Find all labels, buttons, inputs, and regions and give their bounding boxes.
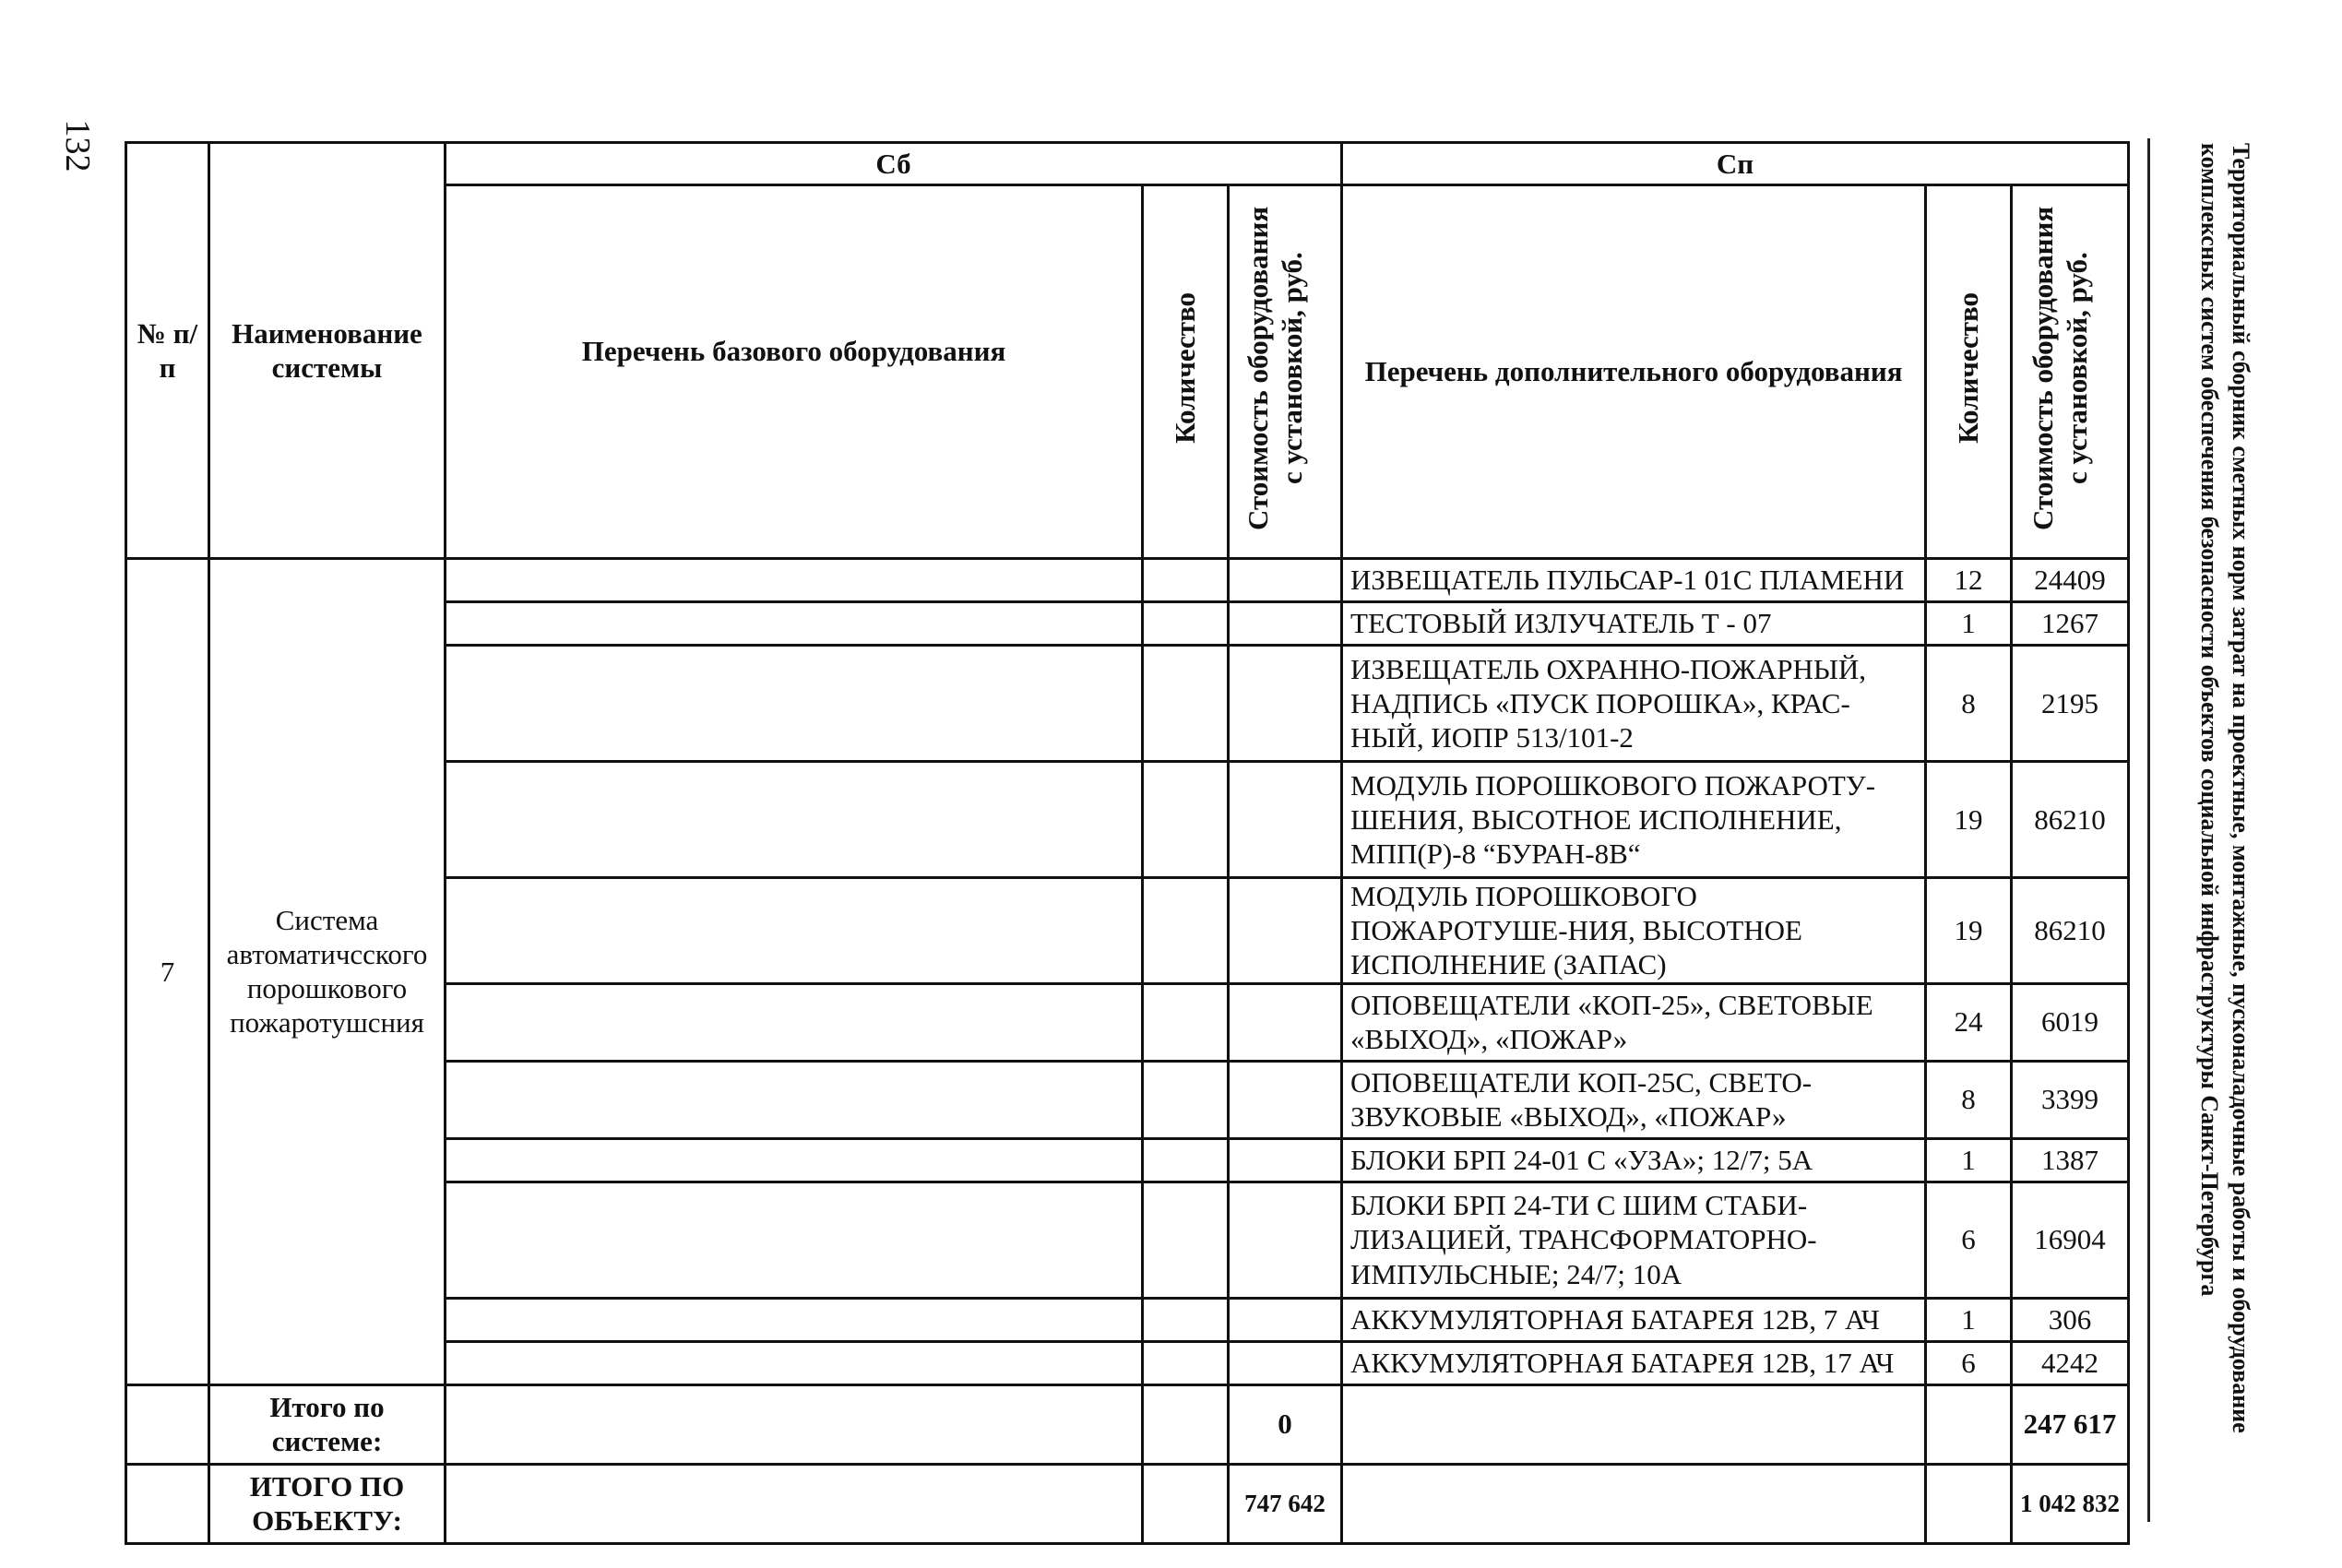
extra-equipment-name: АККУМУЛЯТОРНАЯ БАТАРЕЯ 12В, 7 АЧ [1342,1298,1926,1341]
extra-qty: 1 [1926,1298,2012,1341]
qty-sb-cell [1143,1061,1229,1138]
qty-sb-cell [1143,762,1229,878]
cost-sb-cell [1229,559,1342,602]
base-list-cell [446,1061,1143,1138]
base-list-cell [446,878,1143,984]
extra-qty: 8 [1926,1061,2012,1138]
extra-equipment-name: АККУМУЛЯТОРНАЯ БАТАРЕЯ 12В, 17 АЧ [1342,1341,1926,1384]
header-qty-sb: Количество [1169,291,1202,444]
header-group-sb: Сб [446,143,1342,185]
extra-qty: 19 [1926,878,2012,984]
base-list-cell [446,646,1143,762]
header-num: № п/п [126,143,209,559]
header-system-name: Наименование системы [209,143,446,559]
header-qty-sp: Количество [1952,291,1985,444]
base-list-cell [446,1341,1143,1384]
cost-sb-cell [1229,762,1342,878]
extra-equipment-name: БЛОКИ БРП 24-ТИ С ШИМ СТАБИ-ЛИЗАЦИЕЙ, ТРАНСФОРМАТОРНО-ИМПУЛЬСНЫЕ; 24/7; 10А [1342,1182,1926,1298]
header-cost-sb-cell [1229,185,1342,559]
empty-cell [446,1464,1143,1543]
header-extra-list: Перечень дополнительного оборудования [1342,185,1926,559]
extra-cost: 3399 [2012,1061,2129,1138]
side-title-line-1: Территориальный сборник сметных норм затрат на проектные, монтажные, пусконаладочные работы и оборудование [2228,143,2254,1433]
base-list-cell [446,1138,1143,1182]
object-total-row [126,1464,2129,1543]
header-base-list: Перечень базового оборудования [446,185,1143,559]
extra-equipment-name: МОДУЛЬ ПОРОШКОВОГО ПОЖАРОТУШЕ-НИЯ, ВЫСОТНОЕ ИСПОЛНЕНИЕ (ЗАПАС) [1342,878,1926,984]
cost-sb-cell [1229,983,1342,1061]
empty-cell [446,1384,1143,1464]
qty-sb-cell [1143,1341,1229,1384]
empty-cell [1926,1464,2012,1543]
qty-sb-cell [1143,983,1229,1061]
extra-equipment-name: ИЗВЕЩАТЕЛЬ ПУЛЬСАР-1 01С ПЛАМЕНИ [1342,559,1926,602]
qty-sb-cell [1143,1182,1229,1298]
extra-qty: 1 [1926,1138,2012,1182]
extra-cost: 16904 [2012,1182,2129,1298]
qty-sb-cell [1143,646,1229,762]
extra-equipment-name: ОПОВЕЩАТЕЛИ «КОП-25», СВЕТОВЫЕ «ВЫХОД», «ПОЖАР» [1342,983,1926,1061]
page-number: 132 [58,119,97,172]
cost-sb-cell [1229,878,1342,984]
system-total-sp-cost: 247 617 [2012,1384,2129,1464]
extra-qty: 24 [1926,983,2012,1061]
empty-cell [1143,1384,1229,1464]
base-list-cell [446,1182,1143,1298]
extra-equipment-name: ТЕСТОВЫЙ ИЗЛУЧАТЕЛЬ Т - 07 [1342,602,1926,646]
empty-cell [1143,1464,1229,1543]
qty-sb-cell [1143,878,1229,984]
equipment-table [125,141,2130,1545]
extra-qty: 12 [1926,559,2012,602]
extra-cost: 2195 [2012,646,2129,762]
system-total-row [126,1384,2129,1464]
object-total-sp-cost: 1 042 832 [2012,1464,2129,1543]
object-total-sb-cost: 747 642 [1229,1464,1342,1543]
header-cost-sp-cell [2012,185,2129,559]
extra-cost: 86210 [2012,878,2129,984]
cost-sb-cell [1229,1298,1342,1341]
extra-qty: 6 [1926,1341,2012,1384]
header-group-sp: Сп [1342,143,2129,185]
qty-sb-cell [1143,1138,1229,1182]
extra-cost: 6019 [2012,983,2129,1061]
extra-cost: 306 [2012,1298,2129,1341]
extra-cost: 1267 [2012,602,2129,646]
qty-sb-cell [1143,559,1229,602]
qty-sb-cell [1143,602,1229,646]
system-name: Система автоматичсского порошкового пожаротушсния [209,559,446,1385]
system-number: 7 [126,559,209,1385]
system-total-sb-cost: 0 [1229,1384,1342,1464]
base-list-cell [446,559,1143,602]
extra-equipment-name: ОПОВЕЩАТЕЛИ КОП-25С, СВЕТО-ЗВУКОВЫЕ «ВЫХОД», «ПОЖАР» [1342,1061,1926,1138]
base-list-cell [446,1298,1143,1341]
extra-equipment-name: ИЗВЕЩАТЕЛЬ ОХРАННО-ПОЖАРНЫЙ, НАДПИСЬ «ПУСК ПОРОШКА», КРАС-НЫЙ, ИОПР 513/101-2 [1342,646,1926,762]
extra-qty: 8 [1926,646,2012,762]
empty-cell [126,1384,209,1464]
cost-sb-cell [1229,602,1342,646]
side-title-line-2: комплексных систем обеспечения безопасности объектов социальной инфраструктуры Санкт-Петербурга [2196,143,2223,1297]
side-divider [2147,138,2150,1522]
header-cost-sb: Стоимость оборудования с установкой, руб. [1242,206,1309,530]
empty-cell [1342,1464,1926,1543]
extra-cost: 86210 [2012,762,2129,878]
empty-cell [1342,1384,1926,1464]
cost-sb-cell [1229,646,1342,762]
extra-cost: 4242 [2012,1341,2129,1384]
cost-sb-cell [1229,1061,1342,1138]
extra-qty: 6 [1926,1182,2012,1298]
cost-sb-cell [1229,1182,1342,1298]
header-qty-sp-cell [1926,185,2012,559]
cost-sb-cell [1229,1341,1342,1384]
document-side-title [2182,143,2256,1434]
extra-equipment-name: МОДУЛЬ ПОРОШКОВОГО ПОЖАРОТУ-ШЕНИЯ, ВЫСОТНОЕ ИСПОЛНЕНИЕ, МПП(Р)-8 “БУРАН-8В“ [1342,762,1926,878]
table-row [126,559,2129,602]
extra-equipment-name: БЛОКИ БРП 24-01 С «УЗА»; 12/7; 5А [1342,1138,1926,1182]
extra-qty: 1 [1926,602,2012,646]
header-cost-sp: Стоимость оборудования с установкой, руб. [2027,206,2094,530]
cost-sb-cell [1229,1138,1342,1182]
base-list-cell [446,602,1143,646]
extra-cost: 1387 [2012,1138,2129,1182]
empty-cell [126,1464,209,1543]
base-list-cell [446,983,1143,1061]
header-qty-sb-cell [1143,185,1229,559]
object-total-label: ИТОГО ПО ОБЪЕКТУ: [209,1464,446,1543]
empty-cell [1926,1384,2012,1464]
header-group-row [126,143,2129,185]
system-total-label: Итого по системе: [209,1384,446,1464]
qty-sb-cell [1143,1298,1229,1341]
extra-cost: 24409 [2012,559,2129,602]
extra-qty: 19 [1926,762,2012,878]
base-list-cell [446,762,1143,878]
